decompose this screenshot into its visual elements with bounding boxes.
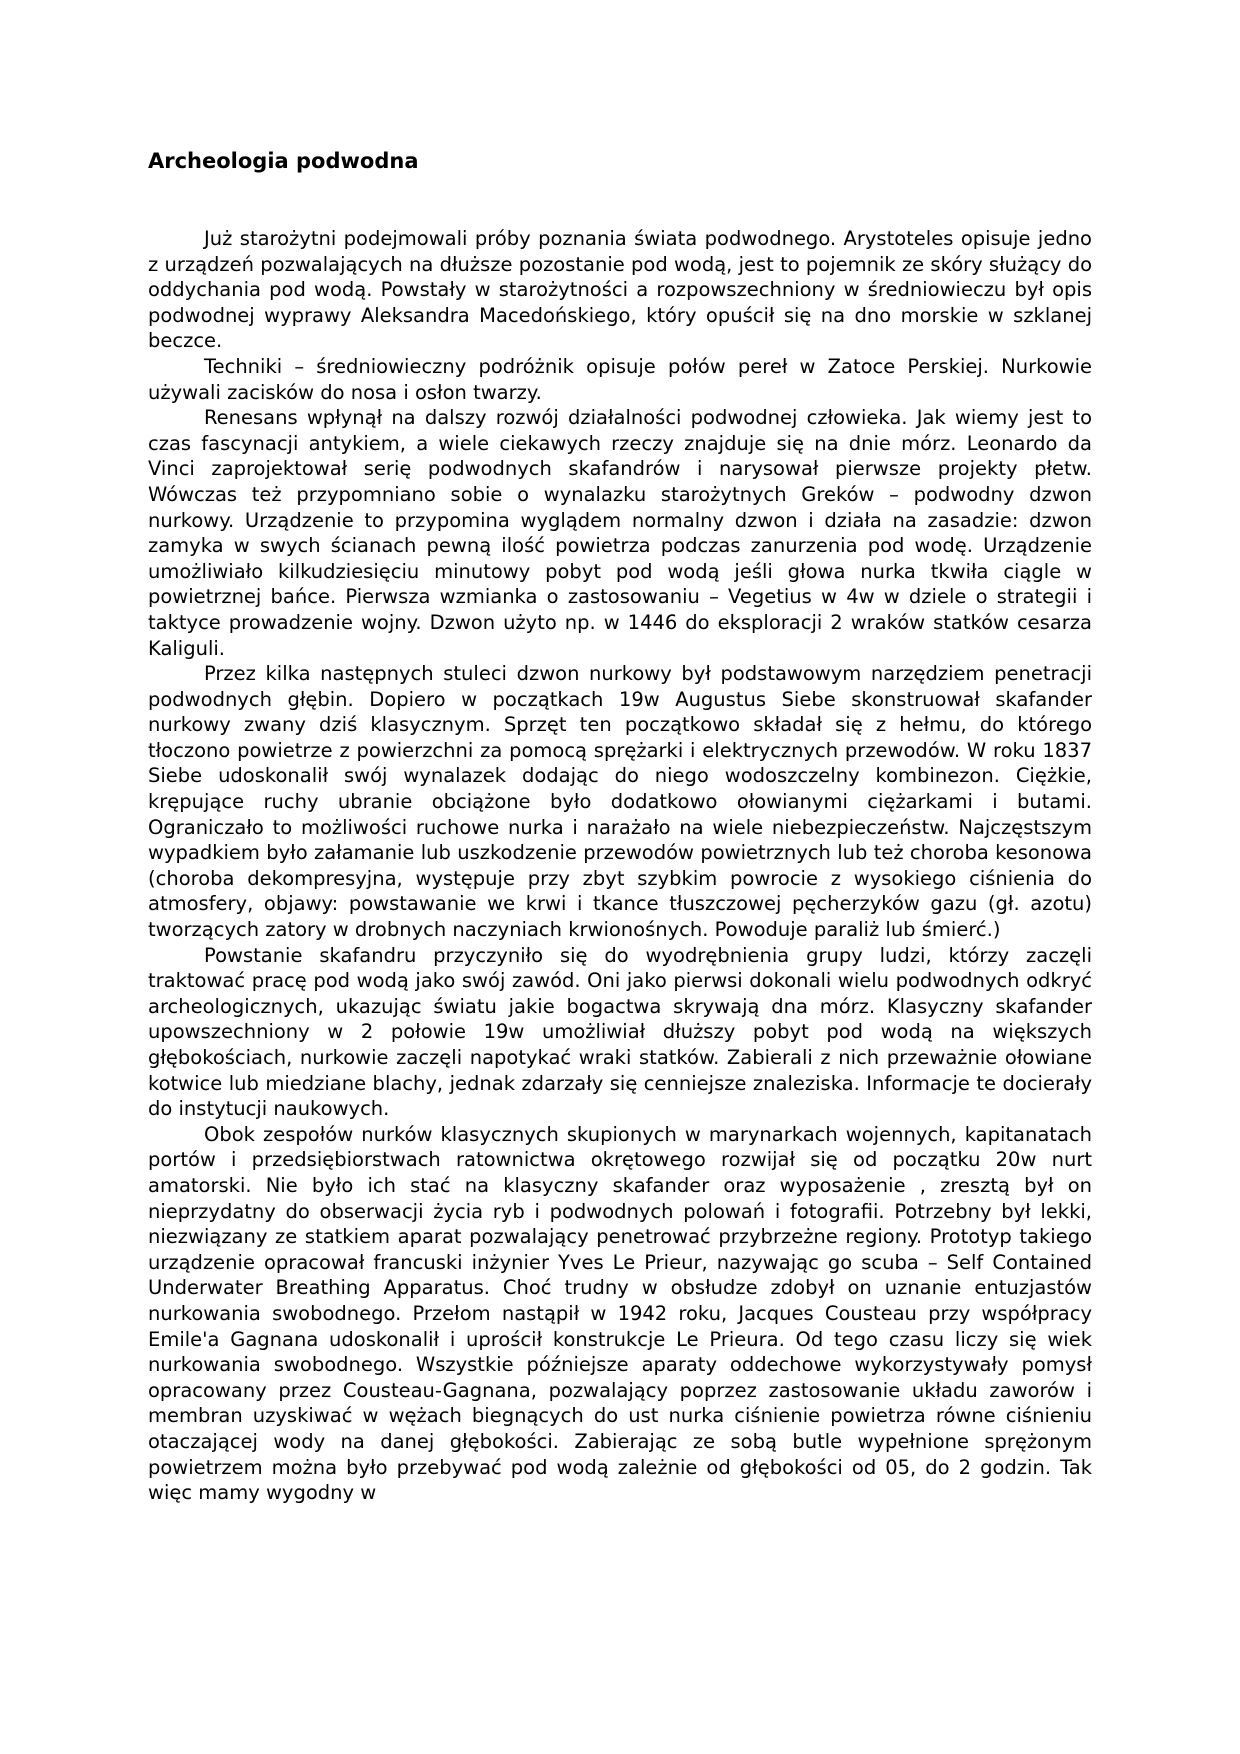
- paragraph-ancient: Już starożytni podejmowali próby poznania świata podwodnego. Arystoteles opisuje jedno z urządzeń pozwalających na dłuższe pozostanie pod wodą, jest to pojemnik ze skóry służący do oddychania pod wodą. Powstały w starożytności a rozpowszechniony w średniowieczu był opis podwodnej wyprawy Aleksandra Macedońskiego, który opuścił się na dno morskie w szklanej beczce.: [148, 227, 1092, 353]
- paragraph-diving-bell: Przez kilka następnych stuleci dzwon nurkowy był podstawowym narzędziem penetracji podwodnych głębin. Dopiero w początkach 19w Augustus Siebe skonstruował skafander nurkowy zwany dziś klasycznym. Sprzęt ten początkowo składał się z hełmu, do którego tłoczono powietrze z powierzchni za pomocą sprężarki i elektrycznych przewodów. W roku 1837 Siebe udoskonalił swój wynalazek dodając do niego wodoszczelny kombinezon. Ciężkie, krępujące ruchy ubranie obciążone było dodatkowo ołowianymi ciężarkami i butami. Ograniczało to możliwości ruchowe nurka i narażało na wiele niebezpieczeństw. Najczęstszym wypadkiem było załamanie lub uszkodzenie przewodów powietrznych lub też choroba kesonowa (choroba dekompresyjna, występuje przy zbyt szybkim powrocie z wysokiego ciśnienia do atmosfery, objawy: powstawanie we krwi i tkance tłuszczowej pęcherzyków gazu (gł. azotu) tworzących zatory w drobnych naczyniach krwionośnych. Powoduje paraliż lub śmierć.): [148, 662, 1092, 942]
- paragraph-amateur-diving: Obok zespołów nurków klasycznych skupionych w marynarkach wojennych, kapitanatach portów i przedsiębiorstwach ratownictwa okrętowego rozwijał się od początku 20w nurt amatorski. Nie było ich stać na klasyczny skafander oraz wyposażenie , zresztą był on nieprzydatny do obserwacji życia ryb i podwodnych polowań i fotografii. Potrzebny był lekki, niezwiązany ze statkiem aparat pozwalający penetrować przybrzeżne regiony. Prototyp takiego urządzenie opracował francuski inżynier Yves Le Prieur, nazywając go scuba – Self Contained Underwater Breathing Apparatus. Choć trudny w obsłudze zdobył on uznanie entuzjastów nurkowania swobodnego. Przełom nastąpił w 1942 roku, Jacques Cousteau przy współpracy Emile'a Gagnana udoskonalił i uprościł konstrukcje Le Prieura. Od tego czasu liczy się wiek nurkowania swobodnego. Wszystkie późniejsze aparaty oddechowe wykorzystywały pomysł opracowany przez Cousteau-Gagnana, pozwalający poprzez zastosowanie układu zaworów i membran uzyskiwać w wężach biegnących do ust nurka ciśnienie powietrza równe ciśnieniu otaczającej wody na danej głębokości. Zabierając ze sobą butle wypełnione sprężonym powietrzem można było przebywać pod wodą zależnie od głębokości od 05, do 2 godzin. Tak więc mamy wygodny w: [148, 1122, 1092, 1505]
- paragraph-techniques: Techniki – średniowieczny podróżnik opisuje połów pereł w Zatoce Perskiej. Nurkowie używali zacisków do nosa i osłon twarzy.: [148, 354, 1092, 404]
- paragraph-diving-suit: Powstanie skafandru przyczyniło się do wyodrębnienia grupy ludzi, którzy zaczęli traktować pracę pod wodą jako swój zawód. Oni jako pierwsi dokonali wielu podwodnych odkryć archeologicznych, ukazując światu jakie bogactwa skrywają dna mórz. Klasyczny skafander upowszechniony w 2 połowie 19w umożliwiał dłuższy pobyt pod wodą na większych głębokościach, nurkowie zaczęli napotykać wraki statków. Zabierali z nich przeważnie ołowiane kotwice lub miedziane blachy, jednak zdarzały się cenniejsze znaleziska. Informacje te docierały do instytucji naukowych.: [148, 943, 1092, 1121]
- document-body: [148, 226, 1092, 1506]
- document-title: Archeologia podwodna: [148, 149, 419, 173]
- paragraph-renaissance: Renesans wpłynął na dalszy rozwój działalności podwodnej człowieka. Jak wiemy jest to czas fascynacji antykiem, a wiele ciekawych rzeczy znajduje się na dnie mórz. Leonardo da Vinci zaprojektował serię podwodnych skafandrów i narysował pierwsze projekty płetw. Wówczas też przypomniano sobie o wynalazku starożytnych Greków – podwodny dzwon nurkowy. Urządzenie to przypomina wyglądem normalny dzwon i działa na zasadzie: dzwon zamyka w swych ścianach pewną ilość powietrza podczas zanurzenia pod wodę. Urządzenie umożliwiało kilkudziesięciu minutowy pobyt pod wodą jeśli głowa nurka tkwiła ciągle w powietrznej bańce. Pierwsza wzmianka o zastosowaniu – Vegetius w 4w w dziele o strategii i taktyce prowadzenie wojny. Dzwon użyto np. w 1446 do eksploracji 2 wraków statków cesarza Kaliguli.: [148, 406, 1092, 660]
